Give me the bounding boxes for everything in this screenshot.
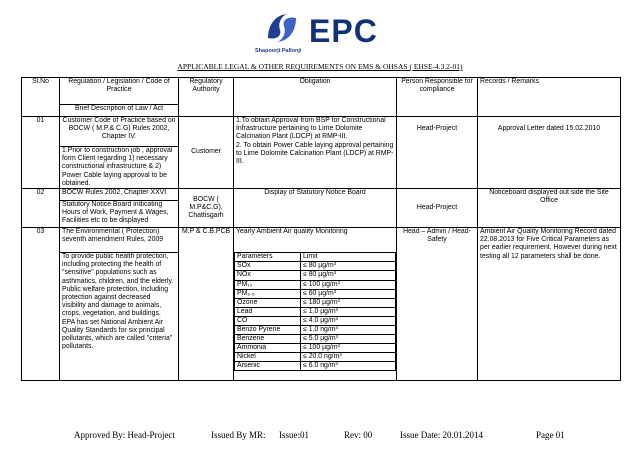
row-2-obligation: Display of Statutory Notice Board: [234, 189, 397, 228]
param-row: [235, 307, 396, 316]
header-person-responsible: Person Responsible for compliance: [397, 78, 478, 117]
brand-name: Shapoorji Pallonji: [255, 48, 302, 54]
row-2-sl: 02: [22, 189, 60, 228]
row-1-person: Head-Project: [397, 117, 478, 189]
param-limit: ≤ 100 µg/m³: [301, 344, 396, 353]
row-2-records: Noticeboard displayed out side the Site Office: [478, 189, 621, 228]
param-row: [235, 362, 396, 371]
header-records: Records / Remarks: [478, 78, 621, 117]
param-limit: ≤ 20.0 ng/m³: [301, 353, 396, 362]
row-1-obligation: 1.To obtain Approval from BSP for Constructional Infrastructure pertaining to Lime Dolomite Calcination Plant (LDCP) at RMP-III. 2. To obtain Power Cable laying approval pertaining to Lime Dolomite Calcination Plant (LDCP) at RMP-III.: [234, 117, 397, 189]
param-row: [235, 298, 396, 307]
param-limit: ≤ 4.0 µg/m³: [301, 316, 396, 325]
row-2-person: Head-Project: [397, 189, 478, 228]
param-row: [235, 353, 396, 362]
param-row: [235, 271, 396, 280]
param-limit: ≤ 1.0 µg/m³: [301, 307, 396, 316]
header-brief-description: Brief Description of Law / Act: [60, 105, 179, 117]
param-limit: ≤ 80 µg/m³: [301, 271, 396, 280]
param-header-row: [235, 253, 396, 262]
row-3-sl: 03: [22, 228, 60, 381]
row-1-sl: 01: [22, 117, 60, 189]
param-parameter: Lead: [235, 307, 301, 316]
param-row: [235, 289, 396, 298]
row-3-brief: To provide public health protection, including protecting the health of "sensitive" populations such as asthmatics, children, and the elderly. Public welfare protection, including protection against decreased visibility and damage to animals, crops, vegetation, and buildings. EPA has set National Ambient Air Quality Standards for six principal pollutants, which are called "criteria" pollutants.: [60, 253, 179, 381]
air-quality-parameter-table: [234, 252, 396, 371]
row-2-brief: Statutory Notice Board indicating Hours of Work, Payment & Wages, Facilities etc to be displayed: [60, 201, 179, 228]
footer-issue-date: Issue Date: 20.01.2014: [400, 430, 483, 440]
param-row: [235, 316, 396, 325]
param-limit: ≤ 1.0 ng/m³: [301, 325, 396, 334]
param-parameter: PM₂.₅: [235, 289, 301, 298]
row-2-regulation: BOCW Rules 2002, Chapter XXVI: [60, 189, 179, 201]
footer-approved-by: Approved By: Head-Project: [74, 430, 175, 440]
row-2-authority: BOCW ( M.P&C.G), Chattisgarh: [179, 189, 234, 228]
row-1-records: Approval Letter dated 15.02.2010: [478, 117, 621, 189]
param-limit: ≤ 60 µg/m³: [301, 289, 396, 298]
param-parameter: Arsenic: [235, 362, 301, 371]
param-parameter: Nickel: [235, 353, 301, 362]
param-parameter: Benzo Pyrene: [235, 325, 301, 334]
param-limit: ≤ 5.0 µg/m³: [301, 335, 396, 344]
header-authority: Regulatory Authority: [179, 78, 234, 117]
row-3-person: Head – Admin / Head-Safety: [397, 228, 478, 381]
param-limit: ≤ 6.0 ng/m³: [301, 362, 396, 371]
header-obligation: Obligation: [234, 78, 397, 117]
header-regulation: Regulation / Legislation / Code of Practice: [60, 78, 179, 105]
row-1-regulation: Customer Code of Practice based on BOCW ( M.P.& C.G) Rules 2002, Chapter IV.: [60, 117, 179, 147]
footer-issued-by: Issued By MR:: [211, 430, 266, 440]
footer-issue: Issue:01: [279, 430, 309, 440]
row-1-authority: Customer: [179, 117, 234, 189]
param-parameter: CO: [235, 316, 301, 325]
row-3-records: Ambient Air Quality Monitoring Record dated 22.08.2013 for Five Critical Parameters as per earlier requirement. However during next testing all 12 parameters shall be done.: [478, 228, 621, 381]
header-sl-no: Sl.No: [22, 78, 60, 117]
param-parameter: Ammonia: [235, 344, 301, 353]
param-header-limit: Limit: [301, 253, 396, 262]
param-parameter: SOx: [235, 262, 301, 271]
param-limit: ≤ 180 µg/m³: [301, 298, 396, 307]
param-row: [235, 325, 396, 334]
param-limit: ≤ 80 µg/m³: [301, 262, 396, 271]
param-row: [235, 344, 396, 353]
param-limit: ≤ 100 µg/m³: [301, 280, 396, 289]
param-parameter: Ozone: [235, 298, 301, 307]
footer-rev: Rev: 00: [344, 430, 373, 440]
epc-wordmark: EPC: [309, 13, 378, 49]
shapoorji-logo-icon: [262, 8, 302, 48]
param-row: [235, 262, 396, 271]
param-header-parameter: Parameters: [235, 253, 301, 262]
param-row: [235, 335, 396, 344]
document-title: APPLICABLE LEGAL & OTHER REQUIREMENTS ON EMS & OHSAS ( EHSE-4.3.2-01): [177, 62, 463, 71]
requirements-table: [21, 77, 621, 381]
row-3-authority: M.P & C.B.PCB: [179, 228, 234, 381]
param-parameter: Benzene: [235, 335, 301, 344]
param-parameter: NOx: [235, 271, 301, 280]
footer-page: Page 01: [536, 430, 565, 440]
row-3-obligation: Yearly Ambient Air quality Monitoring: [236, 228, 348, 236]
param-parameter: PM₁₀: [235, 280, 301, 289]
row-1-brief: 1.Prior to construction job , approval form Client regarding 1) necessary constructional infrastructure & 2) Power Cable laying approval to be obtained.: [60, 147, 179, 189]
company-logo: [0, 6, 640, 58]
param-row: [235, 280, 396, 289]
row-3-regulation: The Environmental ( Protection) seventh amendment Rules, 2009: [60, 228, 179, 253]
